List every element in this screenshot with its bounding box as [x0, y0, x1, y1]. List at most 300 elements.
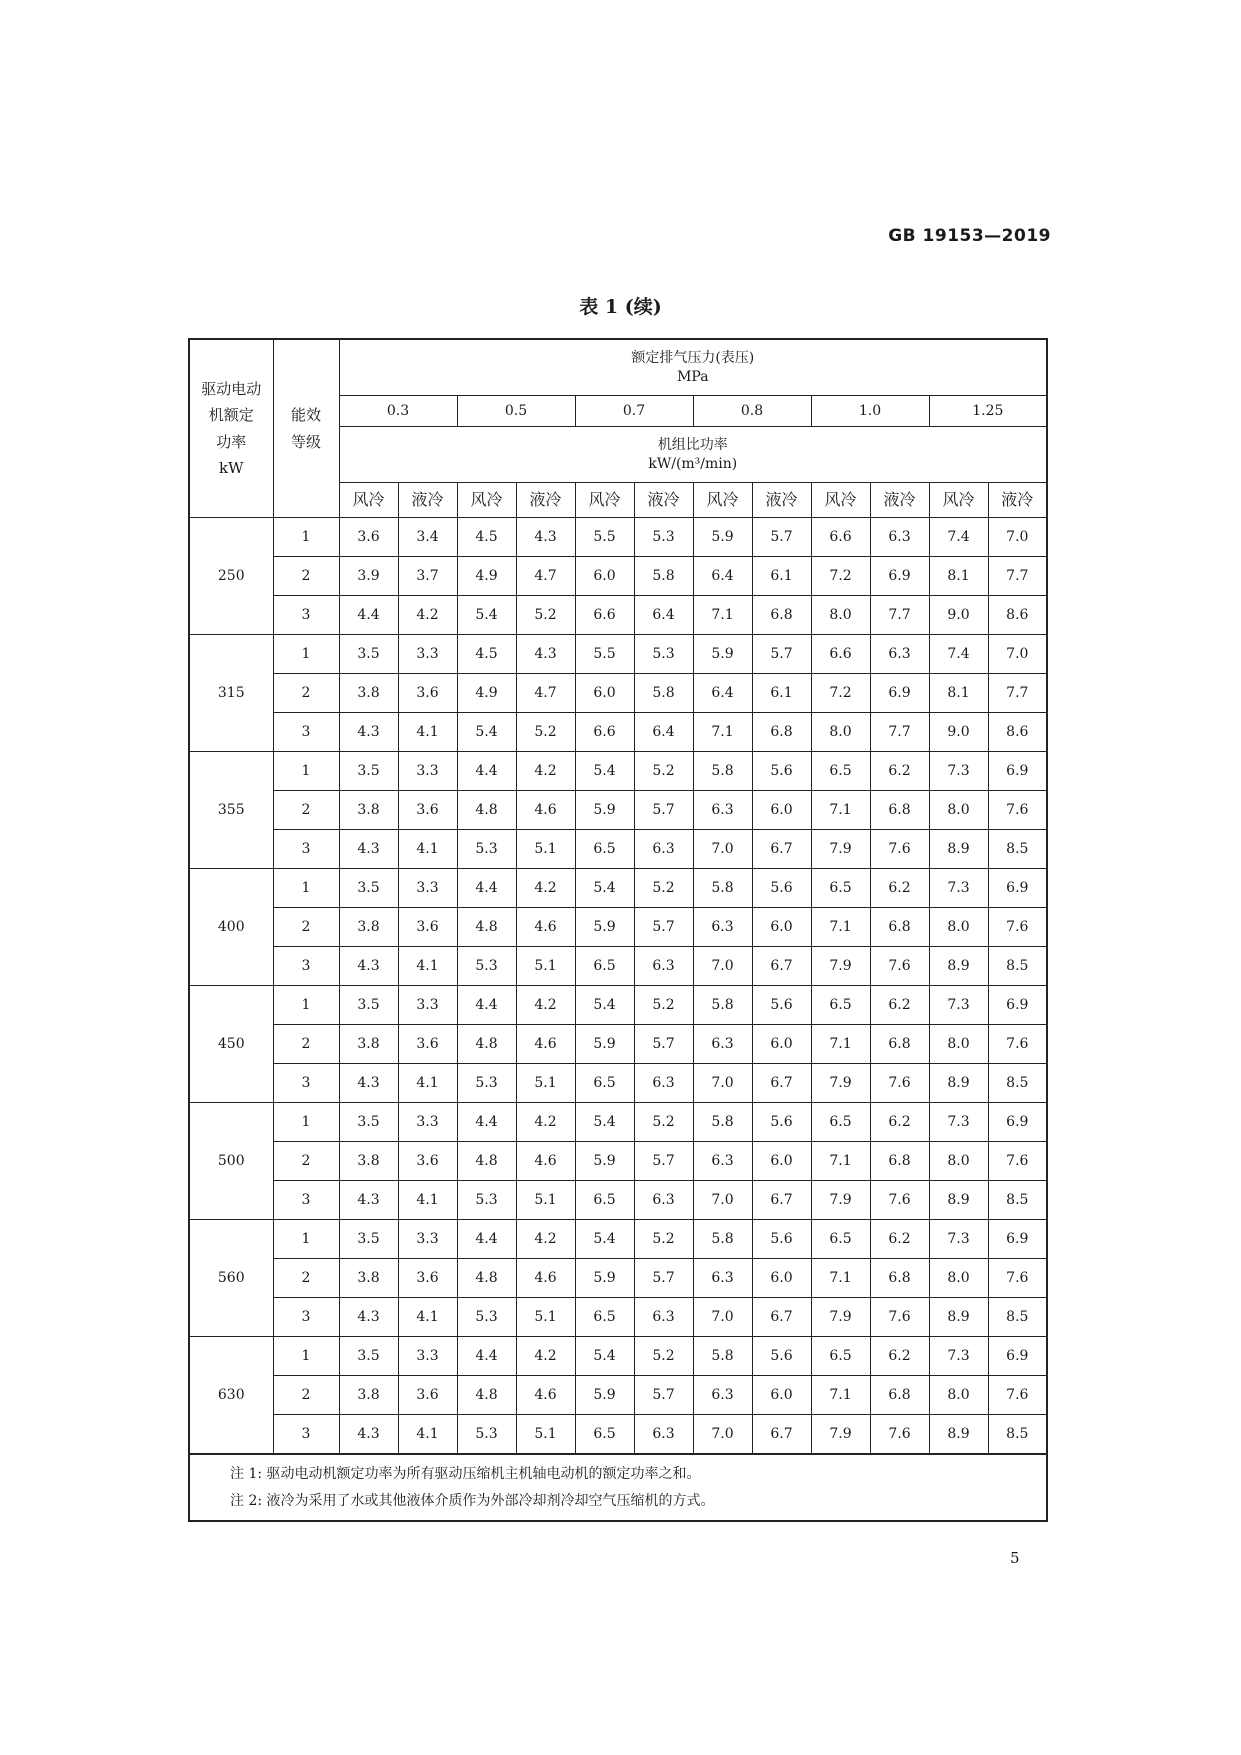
specific-power-cell: 7.6 [870, 1064, 929, 1103]
table-notes [189, 1454, 1047, 1521]
specific-power-cell: 6.2 [870, 1337, 929, 1376]
specific-power-cell: 5.4 [575, 869, 634, 908]
air-cooled-header: 风冷 [929, 483, 988, 518]
specific-power-cell: 5.3 [634, 518, 693, 557]
specific-power-cell: 5.3 [457, 947, 516, 986]
specific-power-cell: 6.3 [693, 791, 752, 830]
specific-power-cell: 6.3 [693, 1025, 752, 1064]
specific-power-cell: 6.5 [811, 869, 870, 908]
specific-power-cell: 3.6 [398, 1259, 457, 1298]
specific-power-cell: 5.6 [752, 986, 811, 1025]
specific-power-cell: 7.6 [870, 1181, 929, 1220]
specific-power-cell: 5.5 [575, 518, 634, 557]
specific-power-cell: 6.9 [988, 1103, 1047, 1142]
specific-power-cell: 8.1 [929, 674, 988, 713]
pressure-header: 额定排气压力(表压) MPa [339, 339, 1047, 396]
specific-power-cell: 4.8 [457, 1025, 516, 1064]
specific-power-cell: 5.4 [575, 1103, 634, 1142]
specific-power-cell: 3.8 [339, 1259, 398, 1298]
specific-power-cell: 6.7 [752, 1064, 811, 1103]
specific-power-cell: 3.8 [339, 908, 398, 947]
specific-power-cell: 5.4 [457, 713, 516, 752]
efficiency-grade-cell: 2 [273, 908, 339, 947]
specific-power-cell: 3.8 [339, 674, 398, 713]
specific-power-cell: 6.9 [988, 1337, 1047, 1376]
pressure-column-header: 0.7 [575, 396, 693, 427]
air-cooled-header: 风冷 [339, 483, 398, 518]
efficiency-grade-cell: 2 [273, 1259, 339, 1298]
table-row [189, 830, 1047, 869]
specific-power-cell: 4.8 [457, 1259, 516, 1298]
table-title: 表 1 (续) [579, 296, 662, 318]
table-row [189, 635, 1047, 674]
specific-power-cell: 4.2 [516, 1103, 575, 1142]
specific-power-cell: 7.7 [988, 557, 1047, 596]
specific-power-cell: 3.3 [398, 986, 457, 1025]
specific-power-cell: 7.0 [693, 1181, 752, 1220]
specific-power-cell: 6.2 [870, 986, 929, 1025]
specific-power-cell: 5.3 [457, 1298, 516, 1337]
specific-power-cell: 8.5 [988, 1415, 1047, 1455]
specific-power-cell: 5.8 [693, 869, 752, 908]
specific-power-cell: 5.3 [457, 830, 516, 869]
specific-power-cell: 3.6 [398, 1142, 457, 1181]
specific-power-cell: 5.2 [634, 752, 693, 791]
specific-power-cell: 3.6 [398, 908, 457, 947]
specific-power-cell: 4.6 [516, 1025, 575, 1064]
specific-power-cell: 5.3 [634, 635, 693, 674]
specific-power-cell: 3.5 [339, 869, 398, 908]
specific-power-cell: 3.5 [339, 1220, 398, 1259]
specific-power-cell: 8.9 [929, 1298, 988, 1337]
efficiency-grade-cell: 2 [273, 1025, 339, 1064]
specific-power-cell: 6.8 [870, 791, 929, 830]
specific-power-cell: 4.8 [457, 1376, 516, 1415]
specific-power-cell: 5.2 [634, 986, 693, 1025]
specific-power-cell: 6.0 [752, 1376, 811, 1415]
specific-power-cell: 6.4 [634, 713, 693, 752]
table-row [189, 1142, 1047, 1181]
motor-power-cell: 630 [189, 1337, 273, 1455]
efficiency-grade-cell: 1 [273, 752, 339, 791]
specific-power-cell: 7.6 [870, 947, 929, 986]
specific-power-cell: 6.4 [693, 557, 752, 596]
specific-power-cell: 7.0 [693, 1064, 752, 1103]
specific-power-cell: 6.9 [988, 869, 1047, 908]
specific-power-cell: 4.1 [398, 1181, 457, 1220]
specific-power-cell: 7.9 [811, 1415, 870, 1455]
specific-power-cell: 5.7 [634, 1376, 693, 1415]
specific-power-cell: 3.9 [339, 557, 398, 596]
specific-power-cell: 5.9 [575, 1025, 634, 1064]
specific-power-cell: 7.9 [811, 947, 870, 986]
specific-power-cell: 6.3 [870, 518, 929, 557]
specific-power-cell: 5.4 [575, 1220, 634, 1259]
specific-power-cell: 6.2 [870, 869, 929, 908]
specific-power-cell: 5.8 [693, 1103, 752, 1142]
specific-power-cell: 7.9 [811, 1064, 870, 1103]
specific-power-cell: 6.3 [634, 830, 693, 869]
specific-power-cell: 3.5 [339, 1103, 398, 1142]
specific-power-cell: 5.2 [516, 713, 575, 752]
specific-power-cell: 4.1 [398, 1298, 457, 1337]
table-row [189, 1220, 1047, 1259]
specific-power-cell: 5.2 [634, 869, 693, 908]
specific-power-cell: 7.0 [693, 947, 752, 986]
efficiency-grade-cell: 2 [273, 557, 339, 596]
specific-power-cell: 8.0 [929, 791, 988, 830]
specific-power-cell: 7.4 [929, 518, 988, 557]
specific-power-cell: 9.0 [929, 596, 988, 635]
specific-power-cell: 4.8 [457, 791, 516, 830]
specific-power-cell: 6.4 [634, 596, 693, 635]
motor-power-cell: 500 [189, 1103, 273, 1220]
specific-power-cell: 3.5 [339, 635, 398, 674]
specific-power-cell: 3.3 [398, 752, 457, 791]
specific-power-cell: 4.5 [457, 518, 516, 557]
specific-power-cell: 4.1 [398, 1064, 457, 1103]
specific-power-cell: 6.3 [693, 1259, 752, 1298]
specific-power-cell: 5.2 [634, 1337, 693, 1376]
specific-power-cell: 7.3 [929, 752, 988, 791]
specific-power-cell: 6.6 [575, 596, 634, 635]
specific-power-cell: 3.8 [339, 791, 398, 830]
specific-power-cell: 6.6 [575, 713, 634, 752]
air-cooled-header: 风冷 [575, 483, 634, 518]
specific-power-cell: 7.0 [693, 1298, 752, 1337]
specific-power-cell: 7.1 [693, 596, 752, 635]
specific-power-cell: 8.9 [929, 1415, 988, 1455]
specific-power-cell: 5.7 [752, 518, 811, 557]
specific-power-cell: 8.5 [988, 1298, 1047, 1337]
specific-power-cell: 7.2 [811, 674, 870, 713]
specific-power-cell: 7.0 [988, 635, 1047, 674]
specific-power-cell: 7.1 [811, 1376, 870, 1415]
specific-power-cell: 7.1 [811, 1142, 870, 1181]
efficiency-grade-cell: 3 [273, 1298, 339, 1337]
specific-power-cell: 8.9 [929, 947, 988, 986]
specific-power-cell: 6.0 [575, 674, 634, 713]
efficiency-grade-cell: 3 [273, 1181, 339, 1220]
specific-power-cell: 6.9 [988, 1220, 1047, 1259]
specific-power-cell: 5.9 [693, 518, 752, 557]
air-cooled-header: 风冷 [693, 483, 752, 518]
specific-power-cell: 6.5 [575, 830, 634, 869]
specific-power-cell: 6.0 [752, 791, 811, 830]
specific-power-cell: 4.9 [457, 557, 516, 596]
efficiency-grade-cell: 3 [273, 596, 339, 635]
specific-power-cell: 7.6 [988, 1259, 1047, 1298]
specific-power-cell: 5.4 [457, 596, 516, 635]
specific-power-cell: 6.3 [634, 1298, 693, 1337]
table-row [189, 752, 1047, 791]
efficiency-grade-cell: 2 [273, 791, 339, 830]
table-row [189, 596, 1047, 635]
page-number: 5 [1010, 1549, 1020, 1567]
specific-power-cell: 7.6 [988, 791, 1047, 830]
specific-power-cell: 5.7 [752, 635, 811, 674]
specific-power-cell: 7.4 [929, 635, 988, 674]
specific-power-cell: 7.6 [870, 830, 929, 869]
specific-power-cell: 7.1 [811, 791, 870, 830]
specific-power-cell: 6.3 [634, 947, 693, 986]
efficiency-grade-cell: 1 [273, 518, 339, 557]
specific-power-cell: 8.0 [929, 908, 988, 947]
specific-power-cell: 7.9 [811, 830, 870, 869]
efficiency-grade-cell: 2 [273, 674, 339, 713]
table-row [189, 1259, 1047, 1298]
table-row [189, 1415, 1047, 1455]
table-row [189, 674, 1047, 713]
specific-power-cell: 6.0 [752, 1259, 811, 1298]
specific-power-cell: 8.0 [811, 713, 870, 752]
specific-power-cell: 5.2 [516, 596, 575, 635]
specific-power-cell: 3.5 [339, 986, 398, 1025]
specific-power-cell: 4.2 [516, 1337, 575, 1376]
specific-power-cell: 3.3 [398, 869, 457, 908]
specific-power-cell: 3.8 [339, 1025, 398, 1064]
specific-power-cell: 7.0 [693, 830, 752, 869]
liquid-cooled-header: 液冷 [516, 483, 575, 518]
specific-power-cell: 5.7 [634, 1259, 693, 1298]
note-line: 注 2: 液冷为采用了水或其他液体介质作为外部冷却剂冷却空气压缩机的方式。 [230, 1492, 715, 1509]
specific-power-cell: 5.7 [634, 791, 693, 830]
specific-power-cell: 4.4 [457, 986, 516, 1025]
specific-power-cell: 6.5 [575, 1064, 634, 1103]
motor-power-cell: 450 [189, 986, 273, 1103]
standard-code: GB 19153—2019 [888, 226, 1051, 246]
specific-power-cell: 6.8 [870, 908, 929, 947]
specific-power-cell: 6.2 [870, 1103, 929, 1142]
specific-power-cell: 7.0 [693, 1415, 752, 1455]
specific-power-cell: 7.3 [929, 1103, 988, 1142]
specific-power-cell: 5.7 [634, 908, 693, 947]
specific-power-cell: 6.8 [870, 1025, 929, 1064]
specific-power-cell: 5.3 [457, 1415, 516, 1455]
specific-power-cell: 6.3 [693, 1142, 752, 1181]
specific-power-cell: 5.1 [516, 1415, 575, 1455]
specific-power-header: 机组比功率 kW/(m³/min) [339, 427, 1047, 483]
specific-power-cell: 7.6 [988, 1142, 1047, 1181]
specific-power-cell: 6.6 [811, 635, 870, 674]
specific-power-cell: 4.1 [398, 713, 457, 752]
specific-power-cell: 5.6 [752, 1337, 811, 1376]
specific-power-cell: 6.5 [811, 1220, 870, 1259]
table-row [189, 1064, 1047, 1103]
specific-power-cell: 5.4 [575, 752, 634, 791]
liquid-cooled-header: 液冷 [988, 483, 1047, 518]
specific-power-cell: 6.5 [811, 986, 870, 1025]
specific-power-cell: 5.4 [575, 986, 634, 1025]
specific-power-cell: 5.8 [693, 1220, 752, 1259]
specific-power-cell: 7.6 [870, 1415, 929, 1455]
specific-power-cell: 6.5 [811, 752, 870, 791]
specific-power-cell: 7.2 [811, 557, 870, 596]
efficiency-grade-cell: 3 [273, 1415, 339, 1455]
specific-power-cell: 4.7 [516, 674, 575, 713]
specific-power-cell: 8.1 [929, 557, 988, 596]
specific-power-cell: 8.5 [988, 947, 1047, 986]
table-row [189, 557, 1047, 596]
specific-power-cell: 6.2 [870, 1220, 929, 1259]
specific-power-cell: 6.5 [575, 1415, 634, 1455]
specific-power-cell: 4.6 [516, 908, 575, 947]
specific-power-cell: 3.6 [398, 1025, 457, 1064]
specific-power-cell: 4.4 [457, 1103, 516, 1142]
specific-power-cell: 3.8 [339, 1376, 398, 1415]
efficiency-grade-cell: 1 [273, 869, 339, 908]
specific-power-cell: 4.3 [516, 518, 575, 557]
efficiency-grade-cell: 1 [273, 986, 339, 1025]
specific-power-cell: 7.1 [693, 713, 752, 752]
liquid-cooled-header: 液冷 [752, 483, 811, 518]
efficiency-grade-cell: 3 [273, 1064, 339, 1103]
specific-power-cell: 4.8 [457, 1142, 516, 1181]
specific-power-cell: 5.2 [634, 1103, 693, 1142]
specific-power-cell: 7.3 [929, 869, 988, 908]
specific-power-cell: 6.8 [870, 1259, 929, 1298]
specific-power-cell: 3.6 [398, 791, 457, 830]
specific-power-cell: 8.0 [811, 596, 870, 635]
specific-power-cell: 5.5 [575, 635, 634, 674]
specific-power-cell: 6.7 [752, 1415, 811, 1455]
specific-power-cell: 5.6 [752, 869, 811, 908]
table-row [189, 947, 1047, 986]
row-header-power: 驱动电动 机额定 功率 kW [189, 339, 273, 518]
specific-power-cell: 6.7 [752, 947, 811, 986]
specific-power-cell: 4.3 [516, 635, 575, 674]
specific-power-cell: 4.6 [516, 1376, 575, 1415]
table-row [189, 713, 1047, 752]
specific-power-cell: 5.8 [634, 674, 693, 713]
specific-power-cell: 6.8 [752, 713, 811, 752]
specific-power-cell: 4.2 [516, 869, 575, 908]
specific-power-cell: 6.9 [988, 986, 1047, 1025]
specific-power-cell: 5.7 [634, 1142, 693, 1181]
motor-power-cell: 315 [189, 635, 273, 752]
specific-power-cell: 4.3 [339, 830, 398, 869]
specific-power-cell: 6.2 [870, 752, 929, 791]
specific-power-cell: 4.9 [457, 674, 516, 713]
specific-power-cell: 8.9 [929, 1181, 988, 1220]
specific-power-cell: 5.9 [575, 1142, 634, 1181]
specific-power-cell: 3.8 [339, 1142, 398, 1181]
table-row [189, 1181, 1047, 1220]
motor-power-cell: 250 [189, 518, 273, 635]
efficiency-table [188, 338, 1048, 1522]
specific-power-cell: 8.9 [929, 830, 988, 869]
specific-power-cell: 4.2 [398, 596, 457, 635]
specific-power-cell: 4.3 [339, 1298, 398, 1337]
specific-power-cell: 5.8 [693, 752, 752, 791]
specific-power-cell: 5.8 [693, 986, 752, 1025]
liquid-cooled-header: 液冷 [398, 483, 457, 518]
specific-power-cell: 7.9 [811, 1298, 870, 1337]
specific-power-cell: 4.4 [457, 752, 516, 791]
specific-power-cell: 8.0 [929, 1259, 988, 1298]
specific-power-cell: 4.3 [339, 713, 398, 752]
specific-power-cell: 6.8 [752, 596, 811, 635]
specific-power-cell: 8.5 [988, 1064, 1047, 1103]
specific-power-cell: 4.6 [516, 791, 575, 830]
specific-power-cell: 4.3 [339, 1181, 398, 1220]
row-header-grade: 能效 等级 [273, 339, 339, 518]
specific-power-cell: 6.5 [575, 1298, 634, 1337]
specific-power-cell: 9.0 [929, 713, 988, 752]
note-line: 注 1: 驱动电动机额定功率为所有驱动压缩机主机轴电动机的额定功率之和。 [230, 1466, 701, 1482]
efficiency-grade-cell: 3 [273, 947, 339, 986]
specific-power-cell: 6.3 [634, 1181, 693, 1220]
specific-power-cell: 7.1 [811, 908, 870, 947]
air-cooled-header: 风冷 [457, 483, 516, 518]
efficiency-grade-cell: 1 [273, 635, 339, 674]
specific-power-cell: 4.8 [457, 908, 516, 947]
specific-power-cell: 8.6 [988, 596, 1047, 635]
specific-power-cell: 6.0 [752, 1025, 811, 1064]
specific-power-cell: 8.6 [988, 713, 1047, 752]
specific-power-cell: 7.3 [929, 1337, 988, 1376]
specific-power-cell: 8.5 [988, 830, 1047, 869]
specific-power-cell: 6.8 [870, 1376, 929, 1415]
specific-power-cell: 3.6 [398, 1376, 457, 1415]
specific-power-cell: 5.8 [634, 557, 693, 596]
specific-power-cell: 3.3 [398, 1337, 457, 1376]
specific-power-cell: 6.9 [870, 557, 929, 596]
specific-power-cell: 7.7 [870, 596, 929, 635]
specific-power-cell: 5.3 [457, 1181, 516, 1220]
specific-power-cell: 3.6 [398, 674, 457, 713]
specific-power-cell: 3.3 [398, 1103, 457, 1142]
specific-power-cell: 4.2 [516, 986, 575, 1025]
specific-power-cell: 6.1 [752, 674, 811, 713]
liquid-cooled-header: 液冷 [634, 483, 693, 518]
specific-power-cell: 7.9 [811, 1181, 870, 1220]
specific-power-cell: 6.6 [811, 518, 870, 557]
motor-power-cell: 560 [189, 1220, 273, 1337]
specific-power-cell: 5.1 [516, 830, 575, 869]
specific-power-cell: 8.5 [988, 1181, 1047, 1220]
specific-power-cell: 7.6 [988, 1025, 1047, 1064]
efficiency-grade-cell: 2 [273, 1376, 339, 1415]
specific-power-cell: 6.3 [634, 1064, 693, 1103]
specific-power-cell: 6.0 [752, 908, 811, 947]
specific-power-cell: 5.1 [516, 1181, 575, 1220]
specific-power-cell: 6.8 [870, 1142, 929, 1181]
specific-power-cell: 5.3 [457, 1064, 516, 1103]
table-row [189, 1298, 1047, 1337]
specific-power-cell: 5.9 [575, 791, 634, 830]
specific-power-cell: 4.4 [457, 869, 516, 908]
specific-power-cell: 5.4 [575, 1337, 634, 1376]
specific-power-cell: 3.5 [339, 752, 398, 791]
specific-power-cell: 6.4 [693, 674, 752, 713]
specific-power-cell: 7.3 [929, 1220, 988, 1259]
specific-power-cell: 5.8 [693, 1337, 752, 1376]
specific-power-cell: 6.9 [870, 674, 929, 713]
specific-power-cell: 6.3 [693, 908, 752, 947]
specific-power-cell: 7.1 [811, 1259, 870, 1298]
efficiency-grade-cell: 3 [273, 713, 339, 752]
specific-power-cell: 6.5 [575, 1181, 634, 1220]
specific-power-cell: 5.9 [575, 1259, 634, 1298]
specific-power-cell: 6.0 [752, 1142, 811, 1181]
efficiency-grade-cell: 3 [273, 830, 339, 869]
specific-power-cell: 5.1 [516, 1298, 575, 1337]
liquid-cooled-header: 液冷 [870, 483, 929, 518]
specific-power-cell: 4.6 [516, 1142, 575, 1181]
efficiency-grade-cell: 1 [273, 1220, 339, 1259]
specific-power-cell: 7.7 [870, 713, 929, 752]
